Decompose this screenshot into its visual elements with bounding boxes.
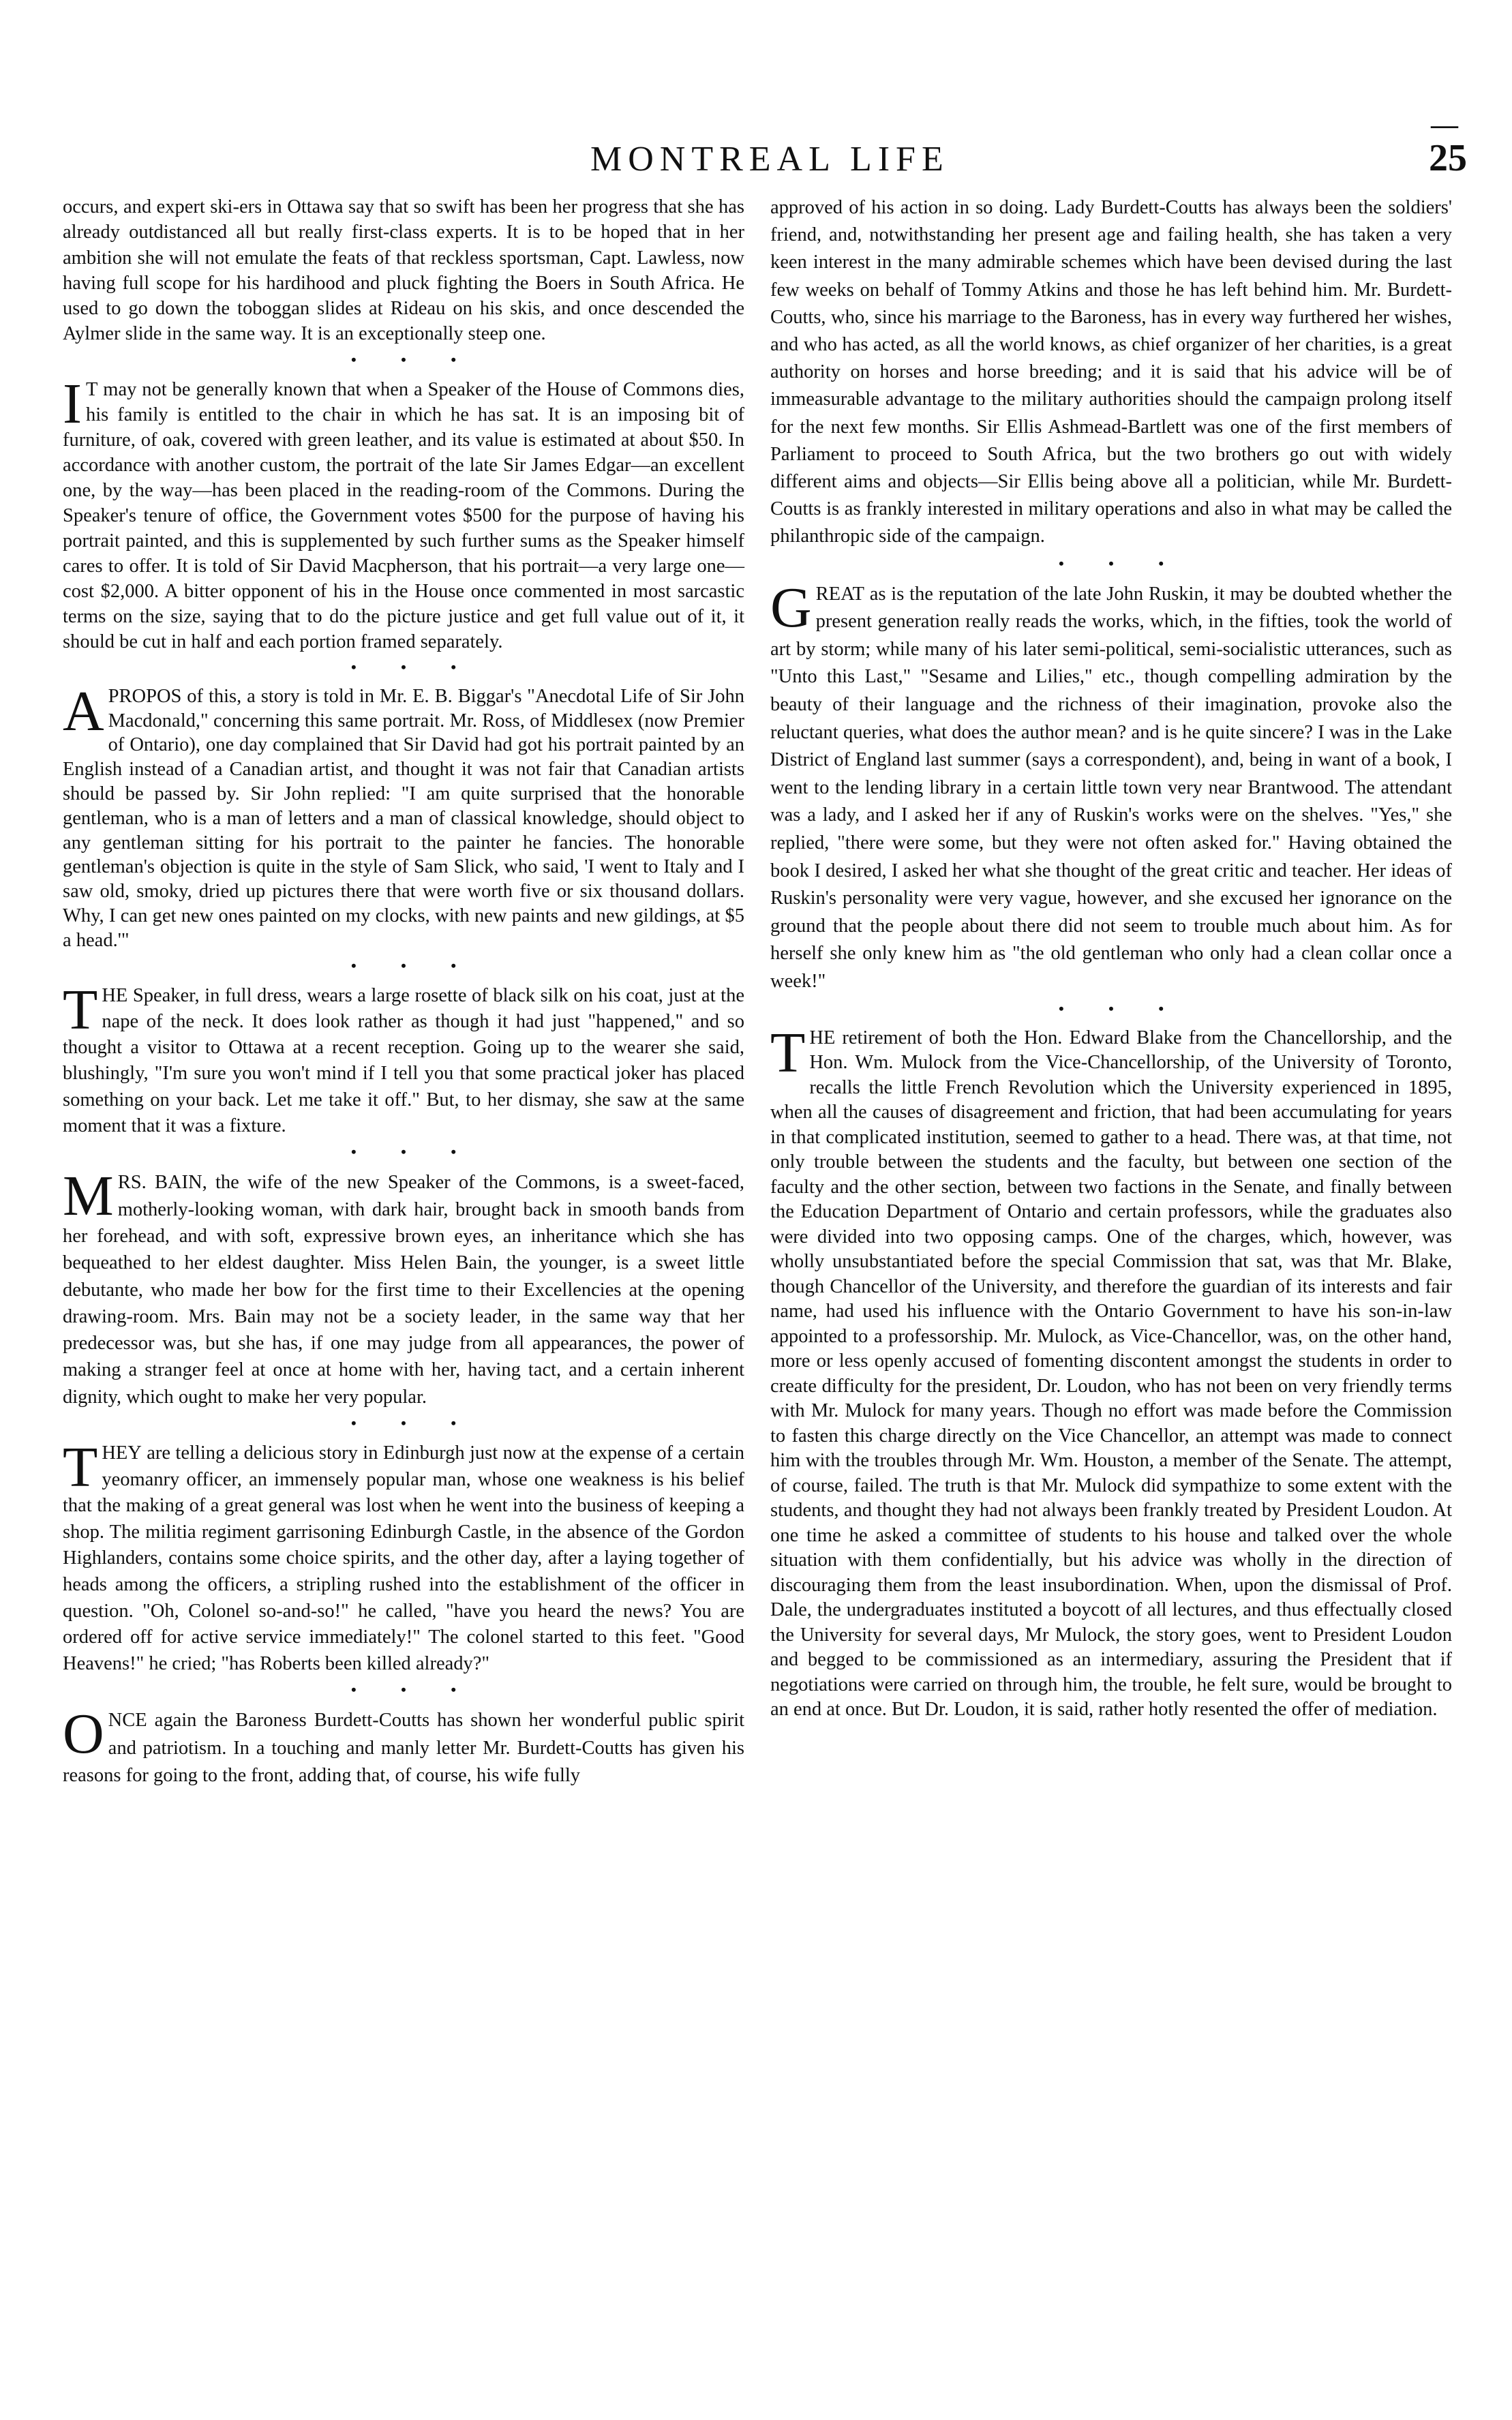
separator: • • • bbox=[350, 1143, 477, 1161]
drop-cap: T bbox=[63, 1436, 98, 1499]
lead-word: RS. BAIN bbox=[117, 1172, 202, 1194]
separator: • • • bbox=[350, 350, 477, 368]
lead-word: T bbox=[85, 378, 98, 400]
separator: • • • bbox=[350, 658, 477, 676]
separator: • • • bbox=[1058, 554, 1185, 572]
article-baroness bbox=[63, 1702, 744, 1789]
article-baroness-continued bbox=[770, 194, 1452, 551]
lead-word: HE bbox=[102, 984, 128, 1006]
paragraph-text: of this, a story is told in Mr. E. B. Biggar's "Anecdotal Life of Sir John Macdonald," concerning this same portrait. Mr. Ross, of Middlesex (now Premier of Ontario), one day complained that Sir David had got his portrait painted by an English instead of a Canadian artist, and thought it was not fair that Canadian artists should be passed by. Sir John replied: "I am quite surprised that the honorable gentleman, who is a man of letters and a man of classical knowledge, should object to any gentleman sitting for his portrait to the painter he fancies. The honorable gentleman's objection is quite in the style of Sam Slick, who said, 'I went to Italy and I saw old, smoky, dried up pictures there that were worth five or six thousand dollars. Why, I can get new ones painted on my clocks, with new paints and new gildings, at $5 a head.'" bbox=[63, 685, 744, 951]
lead-word: HE bbox=[809, 1027, 836, 1048]
separator: • • • bbox=[350, 1681, 477, 1699]
left-column bbox=[63, 194, 744, 1789]
right-column bbox=[770, 194, 1452, 1723]
article-blake-mulock bbox=[770, 1020, 1452, 1723]
corner-mark: — bbox=[1431, 109, 1458, 140]
drop-cap: A bbox=[63, 679, 104, 743]
paragraph-text: retirement of both the Hon. Edward Blake from the Chancellorship, and the Hon. Wm. Mulock from the Vice-Chancellorship, of the University of Toronto, recalls the little French Revolution which the University experienced in 1895, when all the causes of disagreement and friction, that had been accumulating for years in that complicated institution, seemed to gather to a head. There was, at that time, not only trouble between the students and the faculty, but between one section of the faculty and the other section, between two factions in the Senate, and finally between the Education Department of Ontario and certain professors, while the graduates also were divided into two opposing camps. One of the charges, which, however, was wholly unsubstantiated before the special Commission that sat, was that Mr. Blake, though Chancellor of the University, and therefore the guardian of its interests and fair name, had used his influence with the Ontario Government to have his son-in-law appointed to a professorship. Mr. Mulock, as Vice-Chancellor, was, on the other hand, more or less openly accused of fomenting discontent amongst the students in order to create difficulty for the president, Dr. Loudon, who has not been on very friendly terms with Mr. Mulock for many years. Though no effort was made before the Commission to fasten this charge directly on the Vice Chancellor, an attempt was made to connect him with the troubles through Mr. Wm. Houston, a member of the Senate. The attempt, of course, failed. The truth is that Mr. Mulock did sympathize to some extent with the students, and thought they had not always been frankly treated by President Loudon. At one time he asked a committee of students to his house and talked over the whole situation with them confidentially, but his advice was wholly in the direction of discouraging them from the least insubordination. When, upon the dismissal of Prof. Dale, the undergraduates instituted a boycott of all lectures, and thus effectually closed the University for several days, Mr Mulock, the story goes, went to President Loudon and begged to be commissioned as an intermediary, assuring the President that if negotiations were carried on through him, the trouble, he felt sure, would be brought to an end at once. But Dr. Loudon, it is said, rather hotly resented the offer of mediation. bbox=[770, 1027, 1452, 1721]
separator: • • • bbox=[350, 1415, 477, 1432]
drop-cap: T bbox=[770, 1020, 806, 1085]
drop-cap: I bbox=[63, 372, 82, 436]
article-rosette bbox=[63, 978, 744, 1140]
lead-word: HEY bbox=[102, 1442, 142, 1464]
lead-word: PROPOS bbox=[108, 685, 182, 707]
separator: • • • bbox=[1058, 999, 1185, 1017]
article-mrs-bain bbox=[63, 1164, 744, 1410]
paragraph-text: as is the reputation of the late John Ruskin, it may be doubted whether the present generation really reads the works, which, in the fifties, took the world of art by storm; while many of his later semi-political, semi-socialistic utterances, such as "Unto this Last," "Sesame and Lilies," etc., though compelling admiration by the beauty of their language and the richness of their imagination, provoke also the reluctant queries, what does the author mean? and is he quite sincere? I was in the Lake District of England last summer (says a correspondent), and, being in want of a book, I went to the lending library in a certain little town very near Brantwood. The attendant was a lady, and I asked her if any of Ruskin's works were on the shelves. "Yes," she replied, "there were some, but they were not often asked for." Having obtained the book I desired, I asked her what she thought of the great critic and teacher. Her ideas of Ruskin's personality were very vague, however, and she excused her ignorance on the ground that the people about there did not seem to trouble much about him. As for herself she only knew him as "the old gentleman who only had a clean collar once a week!" bbox=[770, 583, 1452, 992]
article-ski bbox=[63, 194, 744, 347]
separator: • • • bbox=[350, 956, 477, 974]
lead-word: NCE bbox=[108, 1710, 147, 1731]
article-ruskin bbox=[770, 575, 1452, 996]
paragraph-text: Speaker, in full dress, wears a large rosette of black silk on his coat, just at the nape of the neck. It does look rather as though it had just "happened," and so thought a visitor to Ottawa at a recent reception. Going up to the wearer she said, blushingly, "I'm sure you won't mind if I tell you that some practical joker has placed something on your back. Let me take it off." But, to her dismay, she saw at the same moment that it was a fixture. bbox=[63, 984, 744, 1137]
drop-cap: T bbox=[63, 978, 98, 1042]
drop-cap: O bbox=[63, 1702, 104, 1766]
page-number: 25 bbox=[1429, 137, 1467, 179]
paragraph-text: are telling a delicious story in Edinburgh just now at the expense of a certain yeomanry officer, an immensely popular man, whose one weakness is his belief that the making of a great general was lost when he went into the business of keeping a shop. The militia regiment garrisoning Edinburgh Castle, in the absence of the Gordon Highlanders, contains some choice spirits, and the other day, after a laying together of heads among the officers, a stripling rushed into the establishment of the officer in question. "Oh, Colonel so-and-so!" he called, "have you heard the news? You are ordered off for active service immediately!" The colonel started to this feet. "Good Heavens!" he cried; "has Roberts been killed already?" bbox=[63, 1442, 744, 1674]
paragraph-text: occurs, and expert ski-ers in Ottawa say that so swift has been her progress that she has already outdistanced all but really first-class experts. It is to be hoped that in her ambition she will not emulate the feats of that reckless sportsman, Capt. Lawless, now having full scope for his hardihood and pluck fighting the Boers in South Africa. He used to go down the toboggan slides at Rideau on his skis, and once descended the Aylmer slide in the same way. It is an exceptionally steep one. bbox=[63, 196, 744, 345]
article-speaker-chair bbox=[63, 372, 744, 654]
paragraph-text: approved of his action in so doing. Lady Burdett-Coutts has always been the soldiers' friend, and, notwithstanding her present age and failing health, she has taken a very keen interest in the many admirable schemes which have been devised during the last few weeks on behalf of Tommy Atkins and those he has left behind him. Mr. Burdett-Coutts, who, since his marriage to the Baroness, has in every way furthered her wishes, and who has acted, as all the world knows, as chief organizer of her charities, is a great authority on horses and horse breeding; and it is said that his advice will be of immeasurable advantage to the military authorities should the campaign prolong itself for the next few months. Sir Ellis Ashmead-Bartlett was one of the first members of Parliament to proceed to South Africa, but the two brothers go out with widely different aims and objects—Sir Ellis being above all a politician, while Mr. Burdett-Coutts is as frankly interested in military operations and also in what may be called the philanthropic side of the campaign. bbox=[770, 197, 1452, 547]
drop-cap: M bbox=[63, 1164, 114, 1228]
paragraph-text: may not be generally known that when a Speaker of the House of Commons dies, his family is entitled to the chair in which he has sat. It is an imposing bit of furniture, of oak, covered with green leather, and its value is estimated at about $50. In accordance with another custom, the portrait of the late Sir James Edgar—an excellent one, by the way—has been placed in the reading-room of the Commons. During the Speaker's tenure of office, the Government votes $500 for the purpose of having his portrait painted, and this is supplemented by such further sums as the Speaker himself cares to offer. It is told of Sir David Macpherson, that his portrait—a very large one—cost $2,000. A bitter opponent of his in the House once commented in most sarcastic terms on the size, saying that to do the picture justice and get full value out of it, it should be cut in half and each portion framed separately. bbox=[63, 378, 744, 652]
page-header bbox=[0, 136, 1512, 191]
drop-cap: G bbox=[770, 575, 812, 639]
paragraph-text: again the Baroness Burdett-Coutts has shown her wonderful public spirit and patriotism. In a touching and manly letter Mr. Burdett-Coutts has given his reasons for going to the front, adding that, of course, his wife fully bbox=[63, 1710, 744, 1786]
article-apropos bbox=[63, 679, 744, 953]
lead-word: REAT bbox=[815, 583, 864, 605]
article-edinburgh bbox=[63, 1436, 744, 1677]
running-title: MONTREAL LIFE bbox=[590, 140, 950, 179]
paragraph-text: , the wife of the new Speaker of the Commons, is a sweet-faced, motherly-looking woman, with dark hair, brought back in smooth bands from her forehead, and with soft, expressive brown eyes, an inheritance which she has bequeathed to her eldest daughter. Miss Helen Bain, the younger, is a sweet little debutante, who made her bow for the first time to their Excellencies at the opening drawing-room. Mrs. Bain may not be a society leader, in the same way that her predecessor was, but she has, if one may judge from all appearances, the power of making a stranger feel at once at home with her, having tact, and a certain inherent dignity, which ought to make her very popular. bbox=[63, 1172, 744, 1408]
